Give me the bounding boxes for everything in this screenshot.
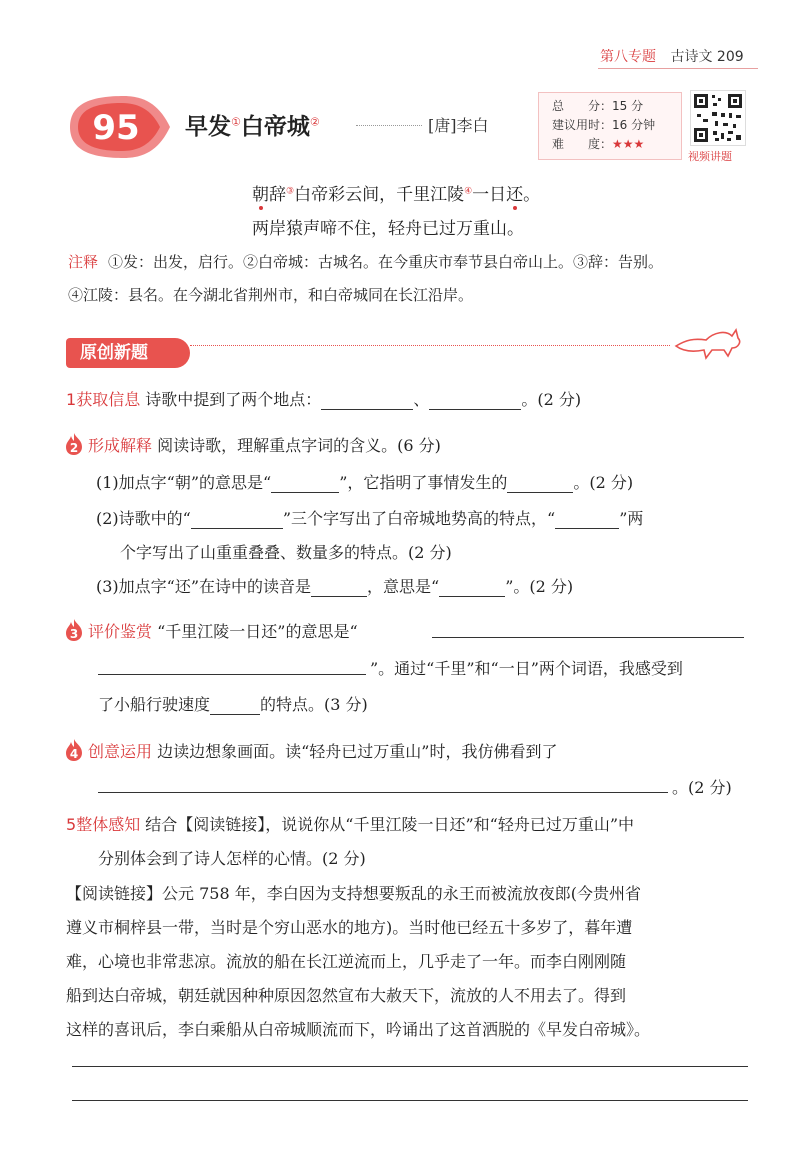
poem-line-1 — [252, 180, 540, 205]
question-3 — [88, 619, 358, 642]
lesson-number: 95 — [92, 108, 140, 148]
banner-dotted-line — [190, 345, 670, 346]
reading-line-5: 这样的喜讯后，李白乘船从白帝城顺流而下，吟诵出了这首洒脱的《早发白帝城》。 — [66, 1020, 651, 1039]
reading-line-4: 船到达白帝城，朝廷就因种种原因忽然宣布大赦天下，流放的人不用去了。得到 — [66, 986, 627, 1005]
q1-type: 获取信息 — [76, 390, 141, 409]
q2-s2-blank-2[interactable] — [555, 509, 619, 529]
poem-line-2: 两岸猿声啼不住，轻舟已过万重山。 — [252, 219, 524, 239]
q2-sub-2-cont: 个字写出了山重重叠叠、数量多的特点。(2 分) — [120, 543, 452, 562]
poem-author: [唐]李白 — [428, 116, 489, 135]
banner-label: 原创新题 — [80, 343, 148, 363]
q2-s2-blank-1[interactable] — [191, 509, 283, 529]
q1-blank-2[interactable] — [429, 390, 521, 410]
qr-caption: 视频讲题 — [688, 150, 732, 163]
cat-decoration-icon — [672, 320, 742, 360]
q2-type: 形成解释 — [88, 436, 153, 455]
q2-s2-text: ”三个字写出了白帝城地势高的特点，“ — [282, 509, 556, 528]
q2-s3-points: ”。(2 分) — [505, 577, 574, 596]
poem-dotted-char-zhao: 朝 — [252, 185, 269, 205]
q1-number: 1 — [66, 390, 77, 409]
q4-blank[interactable] — [98, 792, 668, 793]
q2-s1-text: (1)加点字“朝”的意思是“ — [96, 473, 272, 492]
lesson-number-badge — [64, 92, 174, 162]
q5-text: 结合【阅读链接】，说说你从“千里江陵一日还”和“轻舟已过万重山”中 — [145, 815, 635, 834]
poem-note-mark: ④ — [464, 186, 473, 197]
page-header — [600, 46, 744, 66]
poem-text: 。 — [523, 185, 541, 205]
q3-line-3 — [98, 692, 368, 715]
q2-s2-text: (2)诗歌中的“ — [96, 509, 191, 528]
q3-text: 了小船行驶速度 — [98, 695, 211, 714]
flame-number-icon — [64, 618, 84, 642]
notes-line-1 — [68, 251, 663, 272]
header-section: 古诗文 — [670, 49, 713, 65]
reading-line-3: 难，心境也非常悲凉。流放的船在长江逆流而上，几乎走了一年。而李白刚刚随 — [66, 952, 627, 971]
info-time: 建议用时：16 分钟 — [552, 118, 656, 132]
q2-s1-blank-1[interactable] — [271, 473, 339, 493]
q1-text: 诗歌中提到了两个地点： — [145, 390, 322, 409]
poem-text: 辞 — [269, 185, 286, 205]
q2-sub-2 — [96, 506, 643, 529]
q3-number: 3 — [69, 627, 79, 641]
title-part2: 白帝城 — [240, 114, 310, 140]
section-banner — [66, 338, 190, 368]
q3-type: 评价鉴赏 — [88, 622, 153, 641]
q2-s1-text: ”，它指明了事情发生的 — [339, 473, 508, 492]
q4-text: 边读边想象画面。读“轻舟已过万重山”时，我仿佛看到了 — [157, 742, 558, 761]
question-5 — [66, 812, 634, 835]
title-note2: ② — [309, 115, 320, 129]
header-divider — [598, 68, 758, 69]
q3-blank-1a[interactable] — [432, 637, 744, 638]
q3-blank-2[interactable] — [210, 695, 260, 715]
q2-s1-blank-2[interactable] — [507, 473, 573, 493]
header-topic: 第八专题 — [600, 49, 656, 65]
poem-text: 白帝彩云间，千里江陵 — [294, 185, 465, 205]
question-4 — [88, 739, 557, 762]
notes-label: 注释 — [68, 253, 99, 271]
q4-points: 。(2 分) — [672, 778, 732, 797]
q4-number: 4 — [69, 747, 79, 761]
q1-points: 。(2 分) — [521, 390, 582, 409]
title-dotted-leader — [356, 125, 422, 126]
question-2 — [88, 433, 441, 456]
info-difficulty — [552, 135, 644, 152]
q2-sub-1 — [96, 470, 633, 493]
reading-line-2: 遵义市桐梓县一带，当时是个穷山恶水的地方)。当时他已经五十多岁了，暮年遭 — [66, 918, 633, 937]
q5-number: 5 — [66, 815, 77, 834]
notes-text: ①发：出发，启行。②白帝城：古城名。在今重庆市奉节县白帝山上。③辞：告别。 — [108, 253, 664, 271]
q3-text: “千里江陵一日还”的意思是“ — [157, 622, 358, 641]
q2-s2-text: ”两 — [619, 509, 644, 528]
notes-line-2: ④江陵：县名。在今湖北省荆州市，和白帝城同在长江沿岸。 — [68, 286, 474, 304]
q5-text-cont: 分别体会到了诗人怎样的心情。(2 分) — [98, 849, 366, 868]
difficulty-label: 难 度： — [552, 137, 613, 151]
answer-line-1[interactable] — [72, 1066, 748, 1067]
title-note1: ① — [231, 115, 241, 129]
q2-s3-text: ，意思是“ — [367, 577, 440, 596]
q2-s3-blank-1[interactable] — [311, 577, 367, 597]
poem-title — [185, 108, 320, 141]
q1-separator: 、 — [413, 390, 430, 409]
qr-code-icon[interactable] — [690, 90, 746, 146]
q2-number: 2 — [69, 441, 79, 455]
answer-line-2[interactable] — [72, 1100, 748, 1101]
page-number: 209 — [716, 49, 744, 65]
difficulty-stars: ★★★ — [612, 137, 645, 151]
question-1 — [66, 387, 581, 410]
flame-number-icon — [64, 738, 84, 762]
q2-s3-text: (3)加点字“还”在诗中的读音是 — [96, 577, 312, 596]
q2-s3-blank-2[interactable] — [439, 577, 505, 597]
q2-text: 阅读诗歌，理解重点字词的含义。(6 分) — [157, 436, 441, 455]
q5-type: 整体感知 — [76, 815, 141, 834]
info-total: 总 分：15 分 — [552, 99, 644, 113]
poem-note-mark: ③ — [286, 186, 295, 197]
q1-blank-1[interactable] — [321, 390, 413, 410]
title-part1: 早发 — [185, 114, 231, 140]
q3-blank-1b[interactable] — [98, 674, 366, 675]
q3-points: 的特点。(3 分) — [260, 695, 368, 714]
poem-dotted-char-huan: 还 — [506, 185, 524, 205]
reading-line-1: 【阅读链接】公元 758 年，李白因为支持想要叛乱的永王而被流放夜郎(今贵州省 — [66, 884, 641, 903]
q4-type: 创意运用 — [88, 742, 153, 761]
poem-text: 一日 — [472, 185, 507, 205]
flame-number-icon — [64, 432, 84, 456]
q2-s1-points: 。(2 分) — [573, 473, 634, 492]
q3-text-cont: ”。通过“千里”和“一日”两个词语，我感受到 — [370, 659, 683, 678]
q2-sub-3 — [96, 574, 573, 597]
